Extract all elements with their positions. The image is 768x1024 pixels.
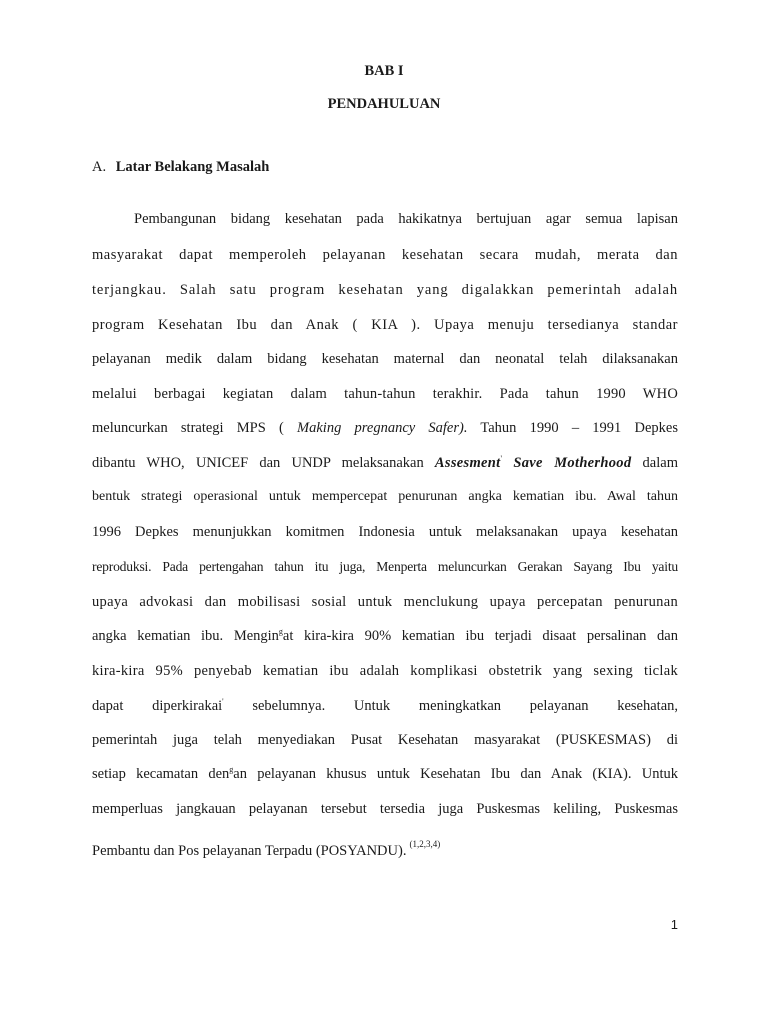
chapter-number: BAB I <box>364 63 404 79</box>
line-text: Tahun 1990 – 1991 Depkes <box>467 420 678 436</box>
italic-term: Making pregnancy Safer). <box>297 420 468 436</box>
paragraph-line <box>92 835 678 860</box>
paragraph-line: bentuk strategi operasional untuk mempercepat penurunan angka kematian ibu. Awal tahun <box>92 489 678 504</box>
paragraph-line: terjangkau. Salah satu program kesehatan yang digalakkan pemerintah adalah <box>92 282 678 298</box>
paragraph-line: program Kesehatan Ibu dan Anak ( KIA ). Upaya menuju tersedianya standar <box>92 317 678 333</box>
line-text: Pembantu dan Pos pelayanan Terpadu (POSYANDU). <box>92 843 407 859</box>
paragraph-line: melalui berbagai kegiatan dalam tahun-tahun terakhir. Pada tahun 1990 WHO <box>92 386 678 402</box>
superscript-mark: g <box>229 765 234 775</box>
line-text: setiap kecamatan den <box>92 766 230 782</box>
paragraph-line <box>92 697 678 715</box>
stray-mark: ' <box>222 697 224 707</box>
citation-reference: (1,2,3,4) <box>409 839 441 849</box>
line-text: sebelumnya. Untuk meningkatkan pelayanan kesehatan, <box>223 698 679 714</box>
bold-italic-term: Save Motherhood <box>501 455 632 471</box>
superscript-mark: g <box>278 627 283 637</box>
line-text: angka kematian ibu. Mengin <box>92 628 279 644</box>
line-text: at kira-kira 90% kematian ibu terjadi disaat persalinan dan <box>282 628 678 644</box>
line-text: meluncurkan strategi MPS ( <box>92 420 298 436</box>
stray-mark: ' <box>500 454 502 464</box>
section-heading <box>92 159 269 176</box>
line-text: dalam <box>631 455 678 471</box>
line-text: dibantu WHO, UNICEF dan UNDP melaksanakan <box>92 455 435 471</box>
section-title: Latar Belakang Masalah <box>115 159 270 175</box>
chapter-title: PENDAHULUAN <box>327 96 441 112</box>
section-number: A. <box>92 159 107 175</box>
line-text: dapat diperkirakai <box>92 698 223 714</box>
line-text: an pelayanan khusus untuk Kesehatan Ibu dan Anak (KIA). Untuk <box>233 766 678 782</box>
page-number: 1 <box>670 917 678 932</box>
paragraph-line <box>92 627 678 645</box>
paragraph-line: pelayanan medik dalam bidang kesehatan maternal dan neonatal telah dilaksanakan <box>92 351 678 367</box>
paragraph-line: masyarakat dapat memperoleh pelayanan kesehatan secara mudah, merata dan <box>92 247 678 263</box>
paragraph-line: upaya advokasi dan mobilisasi sosial untuk menclukung upaya percepatan penurunan <box>92 594 678 610</box>
paragraph-line <box>92 765 678 783</box>
paragraph-line: reproduksi. Pada pertengahan tahun itu juga, Menperta meluncurkan Gerakan Sayang Ibu yaitu <box>92 559 678 574</box>
bold-italic-term: Assesment <box>434 455 501 471</box>
paragraph-line: Pembangunan bidang kesehatan pada hakikatnya bertujuan agar semua lapisan <box>134 211 678 227</box>
paragraph-line: pemerintah juga telah menyediakan Pusat Kesehatan masyarakat (PUSKESMAS) di <box>92 732 678 748</box>
paragraph-line: kira-kira 95% penyebab kematian ibu adalah komplikasi obstetrik yang sexing ticlak <box>92 663 678 679</box>
paragraph-line: 1996 Depkes menunjukkan komitmen Indonesia untuk melaksanakan upaya kesehatan <box>92 524 678 540</box>
paragraph-line <box>92 454 678 472</box>
paragraph-line: memperluas jangkauan pelayanan tersebut tersedia juga Puskesmas keliling, Puskesmas <box>92 801 678 817</box>
paragraph-line <box>92 419 678 437</box>
